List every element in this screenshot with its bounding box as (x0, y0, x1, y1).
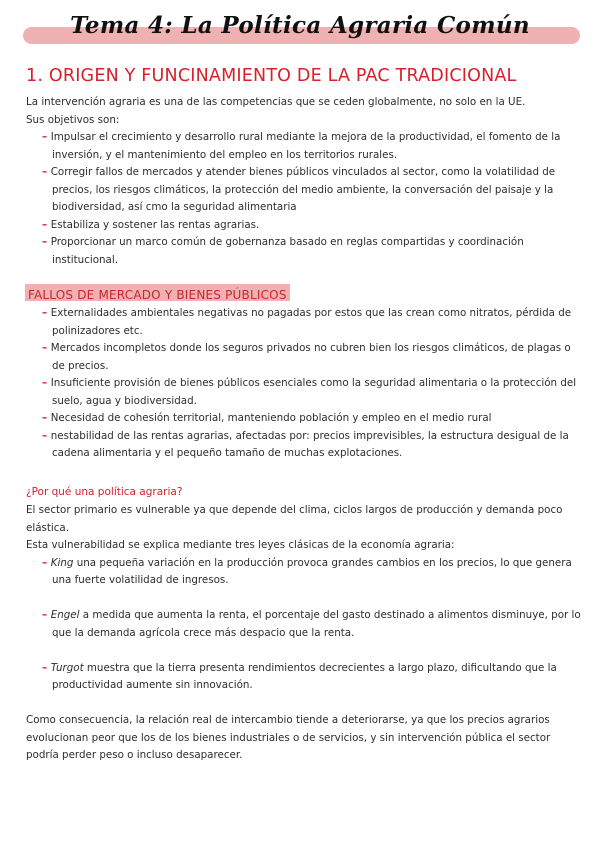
intro-line: Sus objetivos son: (26, 113, 120, 126)
market-failures-block (26, 305, 582, 463)
list-item: – nestabilidad de las rentas agrarias, afectadas por: precios imprevisibles, la estructura desigual de la cadena alimentaria y el pequeño tamaño de muchas explotaciones. (42, 429, 569, 459)
intro-line: La intervención agraria es una de las competencias que se ceden globalmente, no solo en la UE. (26, 96, 526, 108)
objectives-list (26, 129, 582, 269)
list-item: – Turgot muestra que la tierra presenta rendimientos decrecientes a largo plazo, dificultando que la productividad aumente sin innovación. (42, 661, 557, 691)
list-item: – Necesidad de cohesión territorial, manteniendo población y empleo en el medio rural (42, 412, 492, 424)
market-failures-list (26, 305, 582, 463)
list-item: – Estabiliza y sostener las rentas agrarias. (42, 218, 260, 231)
list-item: – Corregir fallos de mercados y atender bienes públicos vinculados al sector, como la volatilidad de precios, los riesgos climáticos, la protección del medio ambiente, la conversación del paisaje y la biodiversidad, así cmo la seguridad alimentaria (42, 166, 556, 213)
conclusion-paragraph: Como consecuencia, la relación real de intercambio tiende a deteriorarse, ya que los precios agrarios evolucionan peor que los de los bienes industriales o de servicios, y sin intervención pública el sector podría perder peso o incluso desaparecer. (26, 714, 551, 761)
why-paragraph: Esta vulnerabilidad se explica mediante tres leyes clásicas de la economía agraria: (26, 539, 455, 551)
list-item: – Engel a medida que aumenta la renta, el porcentaje del gasto destinado a alimentos disminuye, por lo que la demanda agrícola crece más despacio que la renta. (42, 609, 581, 639)
intro-paragraph (26, 94, 582, 269)
why-policy-block (26, 502, 582, 765)
section-heading-por-que: ¿Por qué una política agraria? (26, 486, 183, 498)
page-title: Tema 4: La Política Agraria Común (70, 12, 530, 39)
list-item: – Externalidades ambientales negativas no pagadas por estos que las crean como nitratos, pérdida de polinizadores etc. (42, 307, 572, 337)
list-item: – King una pequeña variación en la producción provoca grandes cambios en los precios, lo que genera una fuerte volatilidad de ingresos. (42, 556, 572, 586)
list-item: – Impulsar el crecimiento y desarrollo rural mediante la mejora de la productividad, el fomento de la inversión, y el mantenimiento del empleo en los territorios rurales. (42, 131, 561, 161)
laws-list (26, 555, 582, 695)
why-paragraph: El sector primario es vulnerable ya que depende del clima, ciclos largos de producción y demanda poco elástica. (26, 504, 563, 534)
list-item: – Insuficiente provisión de bienes públicos esenciales como la seguridad alimentaria o la protección del suelo, agua y biodiversidad. (42, 377, 577, 407)
list-item: – Proporcionar un marco común de gobernanza basado en reglas compartidas y coordinación institucional. (42, 236, 524, 266)
subheading-highlight (25, 284, 290, 301)
list-item: – Mercados incompletos donde los seguros privados no cubren bien los riesgos climáticos, de plagas o de precios. (42, 342, 571, 372)
section-heading-fallos: FALLOS DE MERCADO Y BIENES PÚBLICOS (28, 288, 287, 302)
section-heading-origen: 1. ORIGEN Y FUNCINAMIENTO DE LA PAC TRADICIONAL (26, 66, 517, 86)
